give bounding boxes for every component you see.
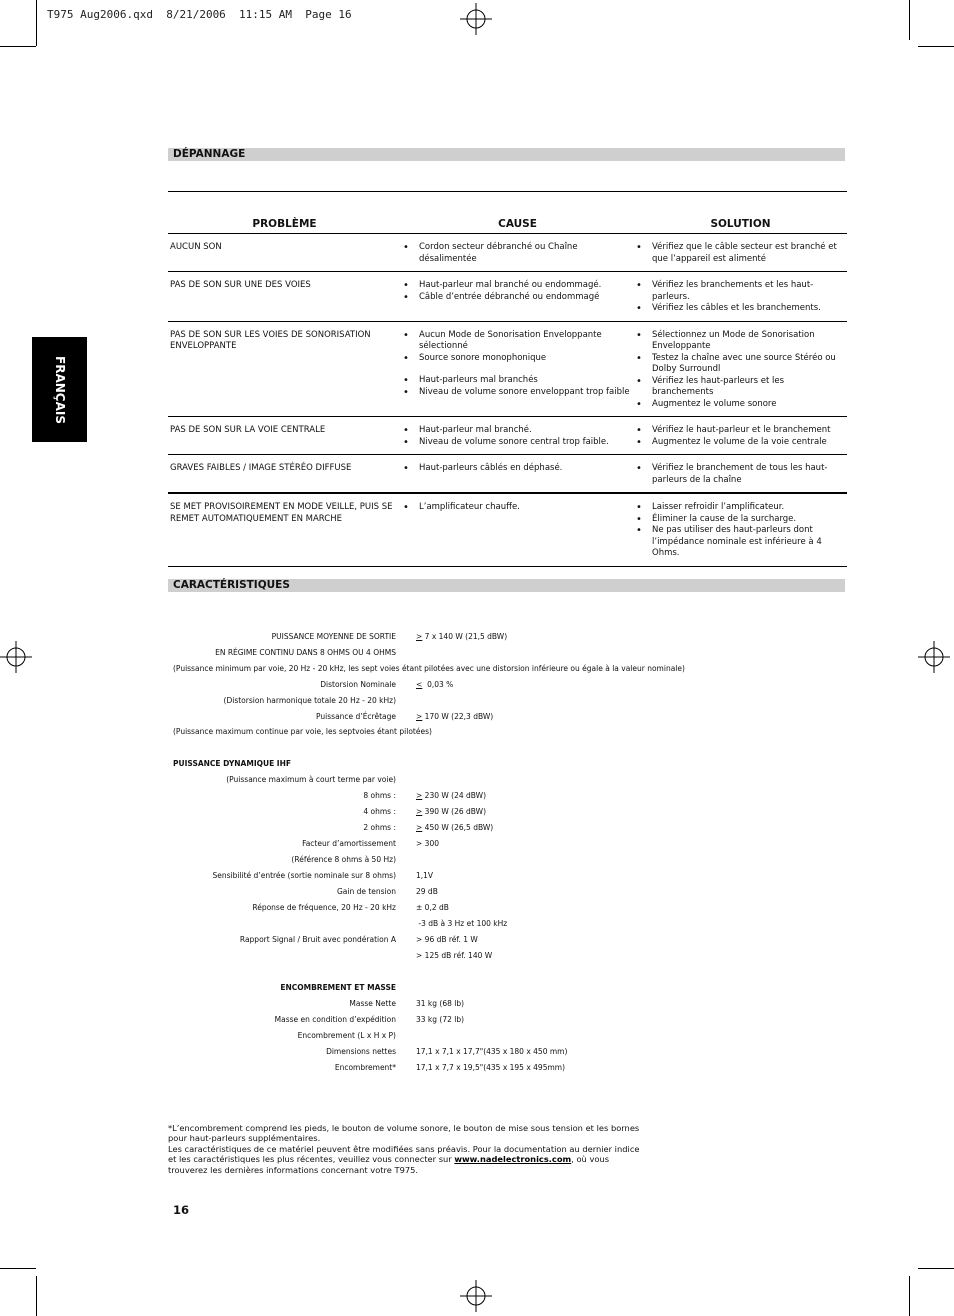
- spec-row: [0, 1046, 954, 1058]
- spec-label: Sensibilité d’entrée (sortie nominale sur 8 ohms): [212, 871, 396, 880]
- solution-item: • Laisser refroidir l’amplificateur.: [636, 502, 845, 514]
- solution-item: • Vérifiez les câbles et les branchements.: [636, 303, 845, 315]
- table-row: [168, 417, 847, 455]
- cause-cell: [401, 321, 634, 417]
- spec-subheading: ENCOMBREMENT ET MASSE: [280, 983, 396, 992]
- column-header-cause: CAUSE: [401, 192, 634, 234]
- spec-row: [0, 790, 954, 802]
- cause-cell: [401, 493, 634, 566]
- footnote: [168, 1123, 648, 1175]
- specs-title: CARACTÉRISTIQUES: [173, 579, 290, 591]
- spec-row: [0, 1030, 954, 1042]
- column-header-solution: SOLUTION: [634, 192, 847, 234]
- spec-row: [0, 631, 954, 643]
- spec-label: 4 ohms :: [363, 807, 396, 816]
- spec-label: PUISSANCE MOYENNE DE SORTIE: [271, 632, 396, 641]
- spec-row: [0, 822, 954, 834]
- solution-cell: [634, 455, 847, 494]
- spec-row: [0, 902, 954, 914]
- crop-mark: [0, 1268, 36, 1269]
- spec-label: Encombrement*: [334, 1063, 396, 1072]
- cause-item: • L’amplificateur chauffe.: [403, 502, 632, 514]
- spec-row: [0, 918, 954, 930]
- troubleshooting-header-bar: [168, 148, 845, 161]
- spec-row: [0, 950, 954, 962]
- spec-row: [0, 1014, 954, 1026]
- spec-label: 8 ohms :: [363, 791, 396, 800]
- spec-label: Dimensions nettes: [326, 1047, 396, 1056]
- problem-cell: PAS DE SON SUR UNE DES VOIES: [168, 272, 401, 322]
- spec-value: 17,1 x 7,7 x 19,5"(435 x 195 x 495mm): [416, 1063, 566, 1072]
- print-slug: T975 Aug2006.qxd 8/21/2006 11:15 AM Page 16: [47, 8, 352, 21]
- spec-value: 31 kg (68 lb): [416, 999, 465, 1008]
- spec-value: < 0,03 %: [416, 680, 454, 689]
- spec-label: Masse Nette: [349, 999, 396, 1008]
- cause-cell: [401, 234, 634, 272]
- problem-cell: PAS DE SON SUR LES VOIES DE SONORISATION ENVELOPPANTE: [168, 321, 401, 417]
- column-header-problem: PROBLÈME: [168, 192, 401, 234]
- footnote-changes: Les caractéristiques de ce matériel peuvent être modifiées sans préavis. Pour la documentation au dernier indice et les caractéristiques les plus récentes, veuillez vous connecter sur www.nadelectronics.com, où vous trouverez les dernières informations concernant votre T975.: [168, 1143, 640, 1175]
- spec-row: [0, 806, 954, 818]
- spec-value: > 300: [416, 839, 439, 848]
- spec-subheading: PUISSANCE DYNAMIQUE IHF: [173, 759, 292, 768]
- spec-row: [0, 695, 954, 707]
- spec-note: (Puissance minimum par voie, 20 Hz - 20 kHz, les sept voies étant pilotées avec une distorsion inférieure ou égale à la valeur nominale): [173, 664, 685, 673]
- spec-row: [0, 934, 954, 946]
- spec-label: (Référence 8 ohms à 50 Hz): [291, 855, 396, 864]
- solution-cell: [634, 234, 847, 272]
- table-row: [168, 234, 847, 272]
- spec-value: > 96 dB réf. 1 W: [416, 935, 478, 944]
- spec-row: [0, 647, 954, 659]
- table-row: [168, 493, 847, 566]
- spec-value: -3 dB à 3 Hz et 100 kHz: [416, 919, 508, 928]
- crop-mark: [918, 46, 954, 47]
- cause-item: • Haut-parleurs câblés en déphasé.: [403, 463, 632, 475]
- spec-row: [0, 854, 954, 866]
- crop-mark: [36, 1276, 37, 1316]
- troubleshooting-title: DÉPANNAGE: [173, 148, 246, 160]
- solution-cell: [634, 321, 847, 417]
- solution-cell: [634, 272, 847, 322]
- problem-cell: SE MET PROVISOIREMENT EN MODE VEILLE, PUIS SE REMET AUTOMATIQUEMENT EN MARCHE: [168, 493, 401, 566]
- crop-mark: [36, 0, 37, 46]
- cause-cell: [401, 455, 634, 494]
- spec-row: [0, 774, 954, 786]
- cause-item: • Câble d’entrée débranché ou endommagé: [403, 292, 632, 304]
- spec-label: Encombrement (L x H x P): [297, 1031, 396, 1040]
- language-tab: [32, 337, 87, 442]
- spec-value: > 450 W (26,5 dBW): [416, 823, 494, 832]
- spec-label: Rapport Signal / Bruit avec pondération A: [239, 935, 396, 944]
- solution-item: • Sélectionnez un Mode de Sonorisation Enveloppante: [636, 330, 845, 353]
- spec-value: > 170 W (22,3 dBW): [416, 712, 494, 721]
- cause-cell: [401, 417, 634, 455]
- spec-label: Distorsion Nominale: [320, 680, 396, 689]
- spec-label: (Puissance maximum à court terme par voie): [226, 775, 396, 784]
- spec-value: 33 kg (72 lb): [416, 1015, 465, 1024]
- spec-label: EN RÉGIME CONTINU DANS 8 OHMS OU 4 OHMS: [215, 648, 396, 657]
- page-number: 16: [173, 1203, 190, 1217]
- solution-item: • Vérifiez que le câble secteur est branché et que l’appareil est alimenté: [636, 242, 845, 265]
- crop-mark: [918, 1268, 954, 1269]
- registration-mark-icon: [460, 1280, 492, 1312]
- solution-item: • Éliminer la cause de la surcharge.: [636, 514, 845, 526]
- solution-item: • Augmentez le volume de la voie centrale: [636, 437, 845, 449]
- cause-cell: [401, 272, 634, 322]
- registration-mark-icon: [460, 3, 492, 35]
- solution-item: • Vérifiez le branchement de tous les haut-parleurs de la chaîne: [636, 463, 845, 486]
- spec-label: Facteur d’amortissement: [302, 839, 396, 848]
- spec-row: [0, 679, 954, 691]
- spec-label: Gain de tension: [336, 887, 396, 896]
- spec-row: [0, 711, 954, 723]
- cause-item: • Niveau de volume sonore enveloppant trop faible: [403, 387, 632, 399]
- spec-value: 29 dB: [416, 887, 438, 896]
- spec-value: 17,1 x 7,1 x 17,7"(435 x 180 x 450 mm): [416, 1047, 568, 1056]
- spec-row: [0, 1062, 954, 1074]
- solution-item: • Augmentez le volume sonore: [636, 399, 845, 411]
- solution-item: • Vérifiez le haut-parleur et le branchement: [636, 425, 845, 437]
- spec-label: Puissance d’Écrêtage: [316, 712, 396, 721]
- spec-value: ± 0,2 dB: [416, 903, 449, 912]
- spec-value: > 125 dB réf. 140 W: [416, 951, 493, 960]
- spec-value: 1,1V: [416, 871, 434, 880]
- specs-header-bar: [168, 579, 845, 592]
- cause-item: • Aucun Mode de Sonorisation Enveloppante sélectionné: [403, 330, 632, 353]
- solution-item: • Testez la chaîne avec une source Stéréo ou Dolby Surroundl: [636, 353, 845, 376]
- spec-value: > 230 W (24 dBW): [416, 791, 487, 800]
- solution-item: • Vérifiez les branchements et les haut-parleurs.: [636, 280, 845, 303]
- solution-cell: [634, 417, 847, 455]
- crop-mark: [0, 46, 36, 47]
- cause-item: • Haut-parleur mal branché.: [403, 425, 632, 437]
- table-row: [168, 321, 847, 417]
- spec-note: (Puissance maximum continue par voie, les septvoies étant pilotées): [173, 727, 432, 736]
- spec-row: [0, 998, 954, 1010]
- solution-item: • Ne pas utiliser des haut-parleurs dont l’impédance nominale est inférieure à 4 Ohms.: [636, 525, 845, 560]
- table-row: [168, 272, 847, 322]
- spec-label: Réponse de fréquence, 20 Hz - 20 kHz: [252, 903, 396, 912]
- solution-cell: [634, 493, 847, 566]
- language-tab-label: FRANÇAIS: [52, 355, 67, 424]
- problem-cell: GRAVES FAIBLES / IMAGE STÉRÉO DIFFUSE: [168, 455, 401, 494]
- problem-cell: PAS DE SON SUR LA VOIE CENTRALE: [168, 417, 401, 455]
- problem-cell: AUCUN SON: [168, 234, 401, 272]
- spec-value: > 390 W (26 dBW): [416, 807, 487, 816]
- cause-item: • Haut-parleur mal branché ou endommagé.: [403, 280, 632, 292]
- cause-item: • Haut-parleurs mal branchés: [403, 375, 632, 387]
- crop-mark: [909, 1276, 910, 1316]
- solution-item: • Vérifiez les haut-parleurs et les branchements: [636, 376, 845, 399]
- spec-row: [0, 870, 954, 882]
- spec-label: (Distorsion harmonique totale 20 Hz - 20 kHz): [223, 696, 396, 705]
- table-header-row: [168, 192, 847, 234]
- website-link[interactable]: www.nadelectronics.com: [454, 1154, 572, 1165]
- cause-item: • Niveau de volume sonore central trop faible.: [403, 437, 632, 449]
- cause-item: • Source sonore monophonique: [403, 353, 632, 365]
- troubleshooting-table: [168, 191, 847, 567]
- spec-label: Masse en condition d’expédition: [274, 1015, 396, 1024]
- cause-item: • Cordon secteur débranché ou Chaîne désalimentée: [403, 242, 632, 265]
- spec-row: [0, 838, 954, 850]
- spec-row: [0, 886, 954, 898]
- footnote-dimensions: *L’encombrement comprend les pieds, le bouton de volume sonore, le bouton de mise sous tension et les bornes pour haut-parleurs supplémentaires.: [168, 1123, 640, 1144]
- table-row: [168, 455, 847, 494]
- spec-value: > 7 x 140 W (21,5 dBW): [416, 632, 508, 641]
- crop-mark: [909, 0, 910, 40]
- spec-label: 2 ohms :: [363, 823, 396, 832]
